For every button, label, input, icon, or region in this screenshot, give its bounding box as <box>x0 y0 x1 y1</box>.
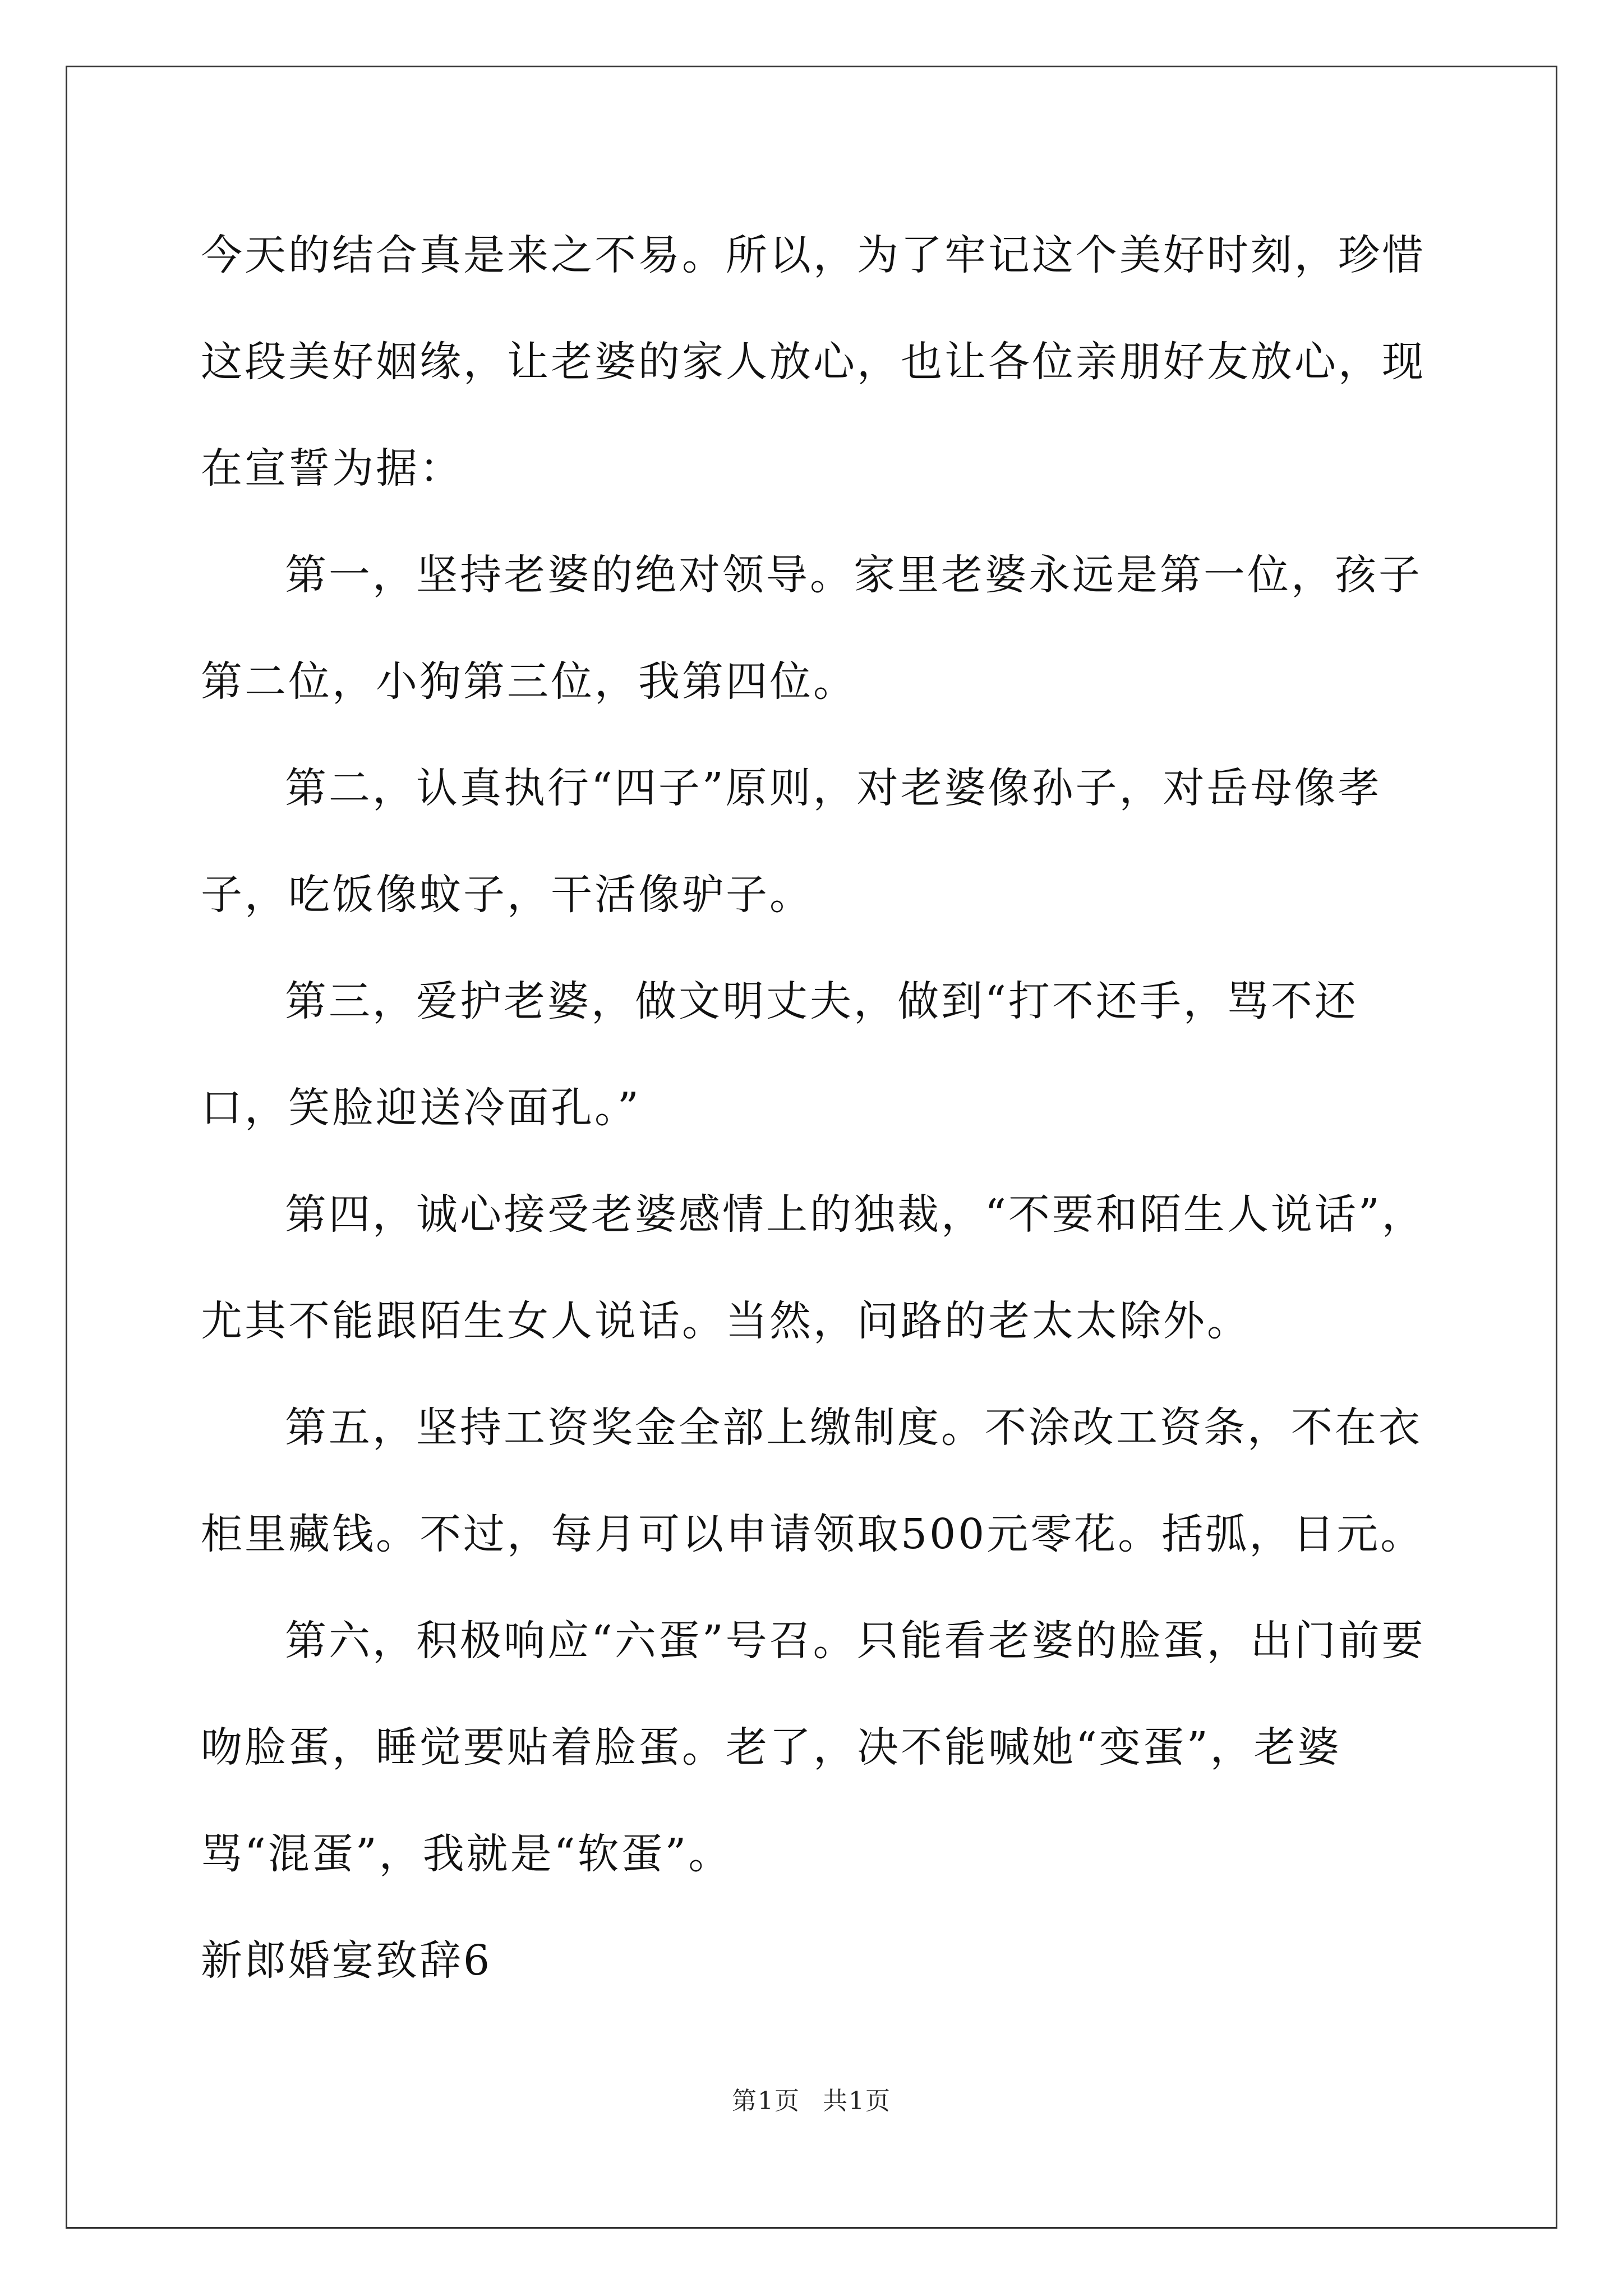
paragraph-vow-2: 第二，认真执行“四子”原则，对老婆像孙子，对岳母像孝子，吃饭像蚊子，干活像驴子。 <box>201 764 1382 919</box>
paragraph-vow-1: 第一，坚持老婆的绝对领导。家里老婆永远是第一位，孩子第二位，小狗第三位，我第四位。 <box>201 551 1422 706</box>
page-total: 共1页 <box>823 2087 891 2115</box>
page-footer <box>0 2085 1623 2118</box>
section-heading: 新郎婚宴致辞6 <box>201 1936 492 1985</box>
paragraph-intro: 今天的结合真是来之不易。所以，为了牢记这个美好时刻，珍惜这段美好姻缘，让老婆的家人放心，也让各位亲朋好友放心，现在宣誓为据： <box>201 231 1426 493</box>
paragraph-vow-3: 第三，爱护老婆，做文明丈夫，做到“打不还手，骂不还口，笑脸迎送冷面孔。” <box>201 977 1358 1132</box>
document-body <box>201 202 1435 2014</box>
paragraph-vow-6: 第六，积极响应“六蛋”号召。只能看老婆的脸蛋，出门前要吻脸蛋，睡觉要贴着脸蛋。老了，决不能喊她“变蛋”，老婆骂“混蛋”，我就是“软蛋”。 <box>201 1617 1426 1878</box>
paragraph-vow-4: 第四，诚心接受老婆感情上的独裁，“不要和陌生人说话”，尤其不能跟陌生女人说话。当然，问路的老太太除外。 <box>201 1190 1426 1345</box>
paragraph-vow-5: 第五，坚持工资奖金全部上缴制度。不涂改工资条，不在衣柜里藏钱。不过，每月可以申请领取500元零花。括弧，日元。 <box>201 1404 1424 1558</box>
page-number: 第1页 <box>732 2087 800 2115</box>
